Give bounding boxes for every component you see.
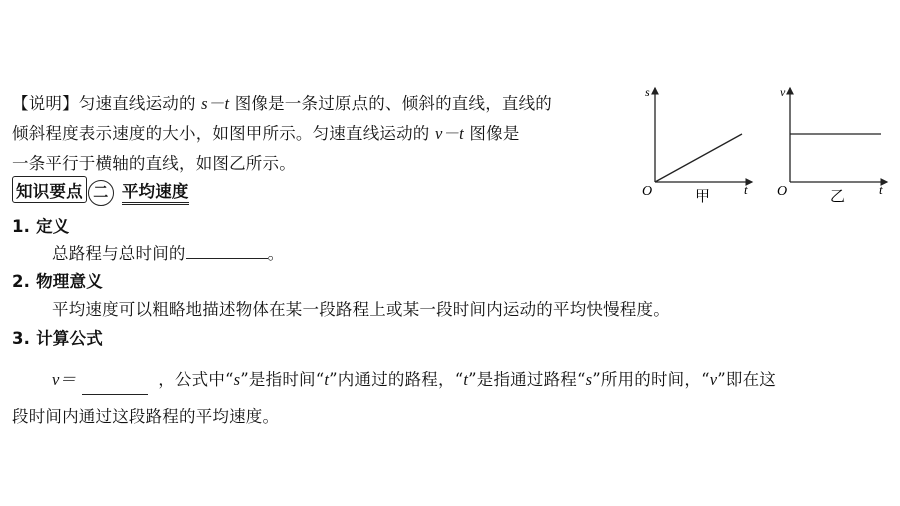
formula-symbol-v: v bbox=[709, 370, 718, 389]
note-line-2 bbox=[12, 120, 520, 144]
formula-symbol-s: s bbox=[233, 370, 241, 389]
note-text: 图像是 bbox=[463, 124, 520, 143]
formula-line-2: 段时间内通过这段路程的平均速度。 bbox=[12, 407, 280, 426]
note-text: 【说明】匀速直线运动的 bbox=[12, 94, 202, 113]
x-axis-label: t bbox=[879, 182, 883, 197]
formula-lhs: v＝ bbox=[52, 370, 77, 389]
x-axis-label: t bbox=[744, 182, 748, 197]
definition-end: 。 bbox=[267, 244, 285, 263]
fill-blank[interactable] bbox=[186, 244, 268, 259]
item-heading-formula: 3. 计算公式 bbox=[12, 329, 103, 348]
note-text: 倾斜程度表示速度的大小，如图甲所示。匀速直线运动的 bbox=[12, 124, 435, 143]
graph-caption: 甲 bbox=[695, 189, 711, 205]
section-header bbox=[12, 176, 189, 206]
graph-jia-st bbox=[640, 82, 760, 207]
item-text-definition bbox=[52, 240, 284, 264]
formula-text: ”所用的时间，“ bbox=[592, 370, 710, 389]
note-line-1 bbox=[12, 90, 552, 114]
item-heading-meaning: 2. 物理意义 bbox=[12, 272, 103, 291]
note-math-vt: v－t bbox=[434, 124, 464, 143]
section-box-label: 知识要点 bbox=[12, 176, 87, 203]
formula-text: ”是指通过路程“ bbox=[468, 370, 586, 389]
formula-text: ，公式中“ bbox=[158, 370, 234, 389]
st-line bbox=[655, 134, 742, 182]
origin-label: O bbox=[642, 184, 653, 199]
formula-symbol-t: t bbox=[324, 370, 330, 389]
graph-caption: 乙 bbox=[830, 189, 846, 205]
item-heading-definition: 1. 定义 bbox=[12, 217, 70, 236]
formula-text: ”是指时间“ bbox=[240, 370, 325, 389]
note-text: 一条平行于横轴的直线，如图乙所示。 bbox=[12, 154, 296, 173]
formula-line bbox=[52, 366, 776, 395]
definition-text: 总路程与总时间的 bbox=[52, 244, 186, 263]
section-title: 平均速度 bbox=[122, 182, 189, 205]
formula-symbol-s: s bbox=[585, 370, 593, 389]
note-math-st: s－t bbox=[201, 94, 230, 113]
note-line-3 bbox=[12, 150, 296, 174]
y-axis-label: v bbox=[780, 85, 786, 99]
item-text-meaning: 平均速度可以粗略地描述物体在某一段路程上或某一段时间内运动的平均快慢程度。 bbox=[52, 300, 670, 319]
section-number-circle: 二 bbox=[88, 180, 114, 206]
formula-text: ”内通过的路程，“ bbox=[329, 370, 464, 389]
note-text: 图像是一条过原点的、倾斜的直线，直线的 bbox=[229, 94, 553, 113]
formula-text: ”即在这 bbox=[717, 370, 777, 389]
origin-label: O bbox=[777, 184, 788, 199]
formula-symbol-t: t bbox=[463, 370, 469, 389]
y-axis-label: s bbox=[645, 85, 650, 99]
graph-yi-vt bbox=[775, 82, 895, 207]
formula-fraction-blank[interactable] bbox=[82, 370, 148, 395]
